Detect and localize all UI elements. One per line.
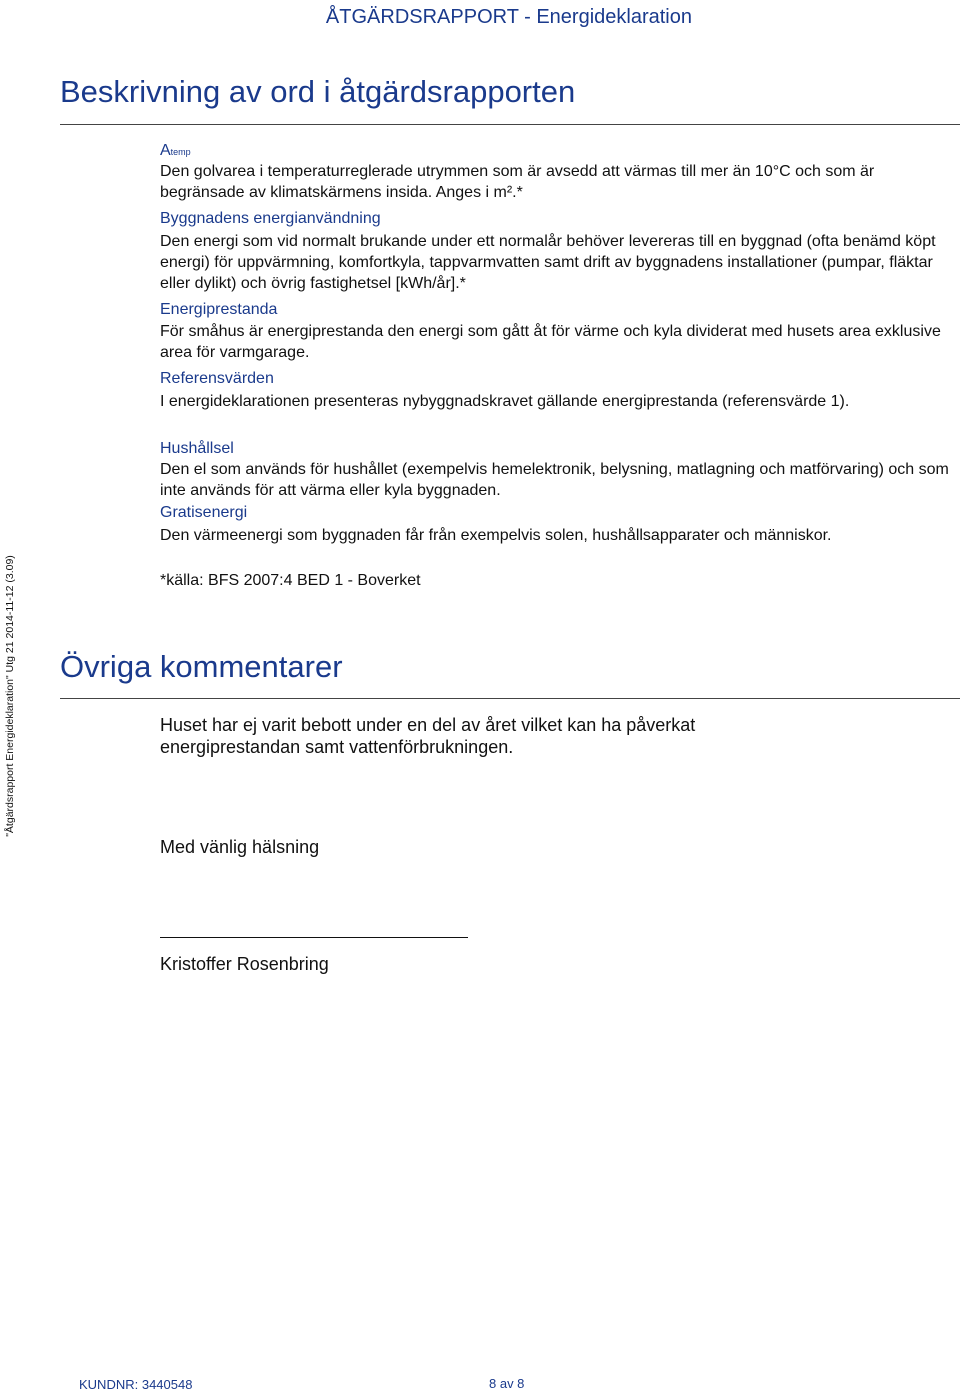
definition-term-atemp	[160, 142, 191, 160]
definition-term-reference-values: Referensvärden	[160, 370, 274, 387]
definition-text-energy-use: Den energi som vid normalt brukande under ett normalår behöver levereras till en byggnad (ofta benämd köpt energi) för uppvärmning, komfortkyla, tappvarmvatten samt drift av byggnadens installationer (pumpar, fläktar eller dylikt) och övrig fastighetsel [kWh/år].*	[160, 233, 936, 292]
section-heading-description: Beskrivning av ord i åtgärdsrapporten	[60, 74, 576, 109]
term-subscript: temp	[170, 147, 191, 157]
definition-text-atemp: Den golvarea i temperaturreglerade utrymmen som är avsedd att värmas till mer än 10°C och som är begränsade av klimatskärmens insida. Anges i m².*	[160, 163, 875, 201]
definition-term-free-energy: Gratisenergi	[160, 504, 248, 521]
vertical-document-id: "Åtgärdsrapport Energideklaration" Utg 21 2014-11-12 (3.09)	[4, 555, 16, 837]
section-heading-comments: Övriga kommentarer	[60, 649, 343, 684]
definition-text-reference-values: I energideklarationen presenteras nybyggnadskravet gällande energiprestanda (referensvärde 1).	[160, 393, 850, 410]
definition-term-household-electricity: Hushållsel	[160, 440, 234, 457]
customer-number: KUNDNR: 3440548	[79, 1377, 193, 1392]
closing-greeting: Med vänlig hälsning	[160, 837, 320, 857]
definition-text-free-energy: Den värmeenergi som byggnaden får från exempelvis solen, hushållsapparater och människor.	[160, 527, 832, 544]
definition-term-energy-use: Byggnadens energianvändning	[160, 210, 381, 227]
definition-text-energy-performance: För småhus är energiprestanda den energi som gått åt för värme och kyla dividerat med husets area exklusive area för varmgarage.	[160, 323, 941, 361]
definition-term-energy-performance: Energiprestanda	[160, 301, 278, 318]
source-note: *källa: BFS 2007:4 BED 1 - Boverket	[160, 572, 421, 589]
signature-name: Kristoffer Rosenbring	[160, 954, 329, 974]
section-divider	[60, 124, 960, 125]
definition-text-household-electricity: Den el som används för hushållet (exempelvis hemelektronik, belysning, matlagning och matförvaring) och som inte används för att värma eller kyla byggnaden.	[160, 461, 949, 499]
comment-text: Huset har ej varit bebott under en del av året vilket kan ha påverkat energiprestandan samt vattenförbrukningen.	[160, 715, 696, 757]
term-main: A	[160, 142, 171, 159]
page-number: 8 av 8	[489, 1376, 525, 1391]
signature-line	[160, 937, 468, 938]
section-divider	[60, 698, 960, 699]
report-header-title: ÅTGÄRDSRAPPORT - Energideklaration	[325, 6, 692, 28]
